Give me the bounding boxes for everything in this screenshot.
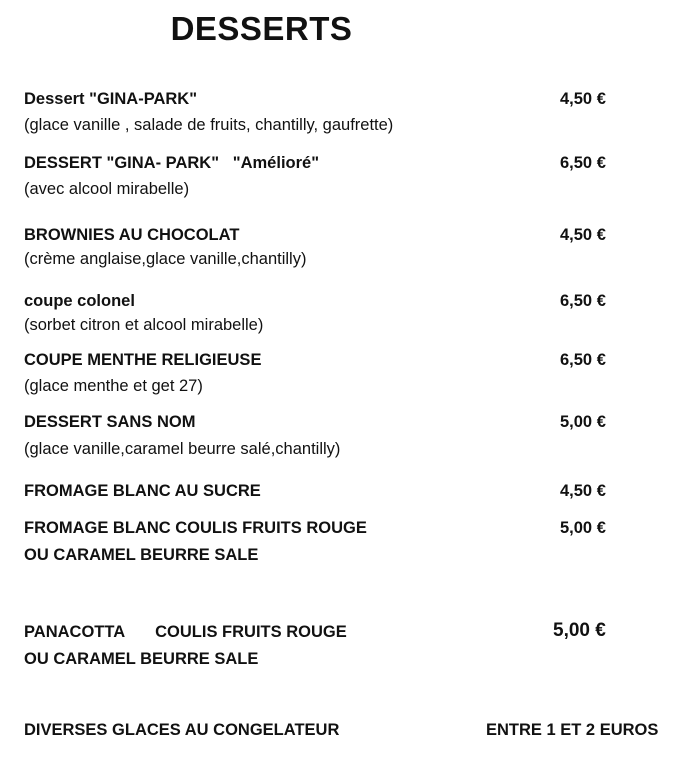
menu-item-description: (glace menthe et get 27) [24, 377, 203, 395]
menu-item-price: 5,00 € [560, 519, 606, 537]
menu-item-price: 4,50 € [560, 482, 606, 500]
menu-item-name-line2: OU CARAMEL BEURRE SALE [24, 650, 259, 668]
menu-item-name-line2: OU CARAMEL BEURRE SALE [24, 546, 259, 564]
menu-item-name: PANACOTTA COULIS FRUITS ROUGE [24, 623, 347, 641]
menu-item-name: COUPE MENTHE RELIGIEUSE [24, 351, 262, 369]
menu-item-price: 6,50 € [560, 351, 606, 369]
menu-item-description: (glace vanille , salade de fruits, chantilly, gaufrette) [24, 116, 394, 134]
menu-item-price-note: ENTRE 1 ET 2 EUROS [486, 721, 659, 739]
menu-item-description: (glace vanille,caramel beurre salé,chantilly) [24, 440, 341, 458]
menu-item-description: (avec alcool mirabelle) [24, 180, 190, 198]
menu-item-price: 5,00 € [560, 413, 606, 431]
menu-item-price: 4,50 € [560, 226, 606, 244]
menu-item-name: DESSERT "GINA- PARK" "Amélioré" [24, 154, 320, 172]
menu-item-price: 5,00 € [553, 620, 606, 641]
menu-item-price: 6,50 € [560, 154, 606, 172]
menu-item-name: Dessert "GINA-PARK" [24, 90, 198, 108]
menu-item-price: 4,50 € [560, 90, 606, 108]
menu-item-description: (crème anglaise,glace vanille,chantilly) [24, 250, 307, 268]
menu-item-name: coupe colonel [24, 292, 135, 310]
menu-item-name: DIVERSES GLACES AU CONGELATEUR [24, 721, 340, 739]
menu-item-name: BROWNIES AU CHOCOLAT [24, 226, 240, 244]
menu-item-name: FROMAGE BLANC COULIS FRUITS ROUGE [24, 519, 367, 537]
menu-item-description: (sorbet citron et alcool mirabelle) [24, 316, 264, 334]
menu-item-name: FROMAGE BLANC AU SUCRE [24, 482, 261, 500]
menu-item-price: 6,50 € [560, 292, 606, 310]
page-title: DESSERTS [170, 10, 353, 47]
menu-item-name: DESSERT SANS NOM [24, 413, 196, 431]
